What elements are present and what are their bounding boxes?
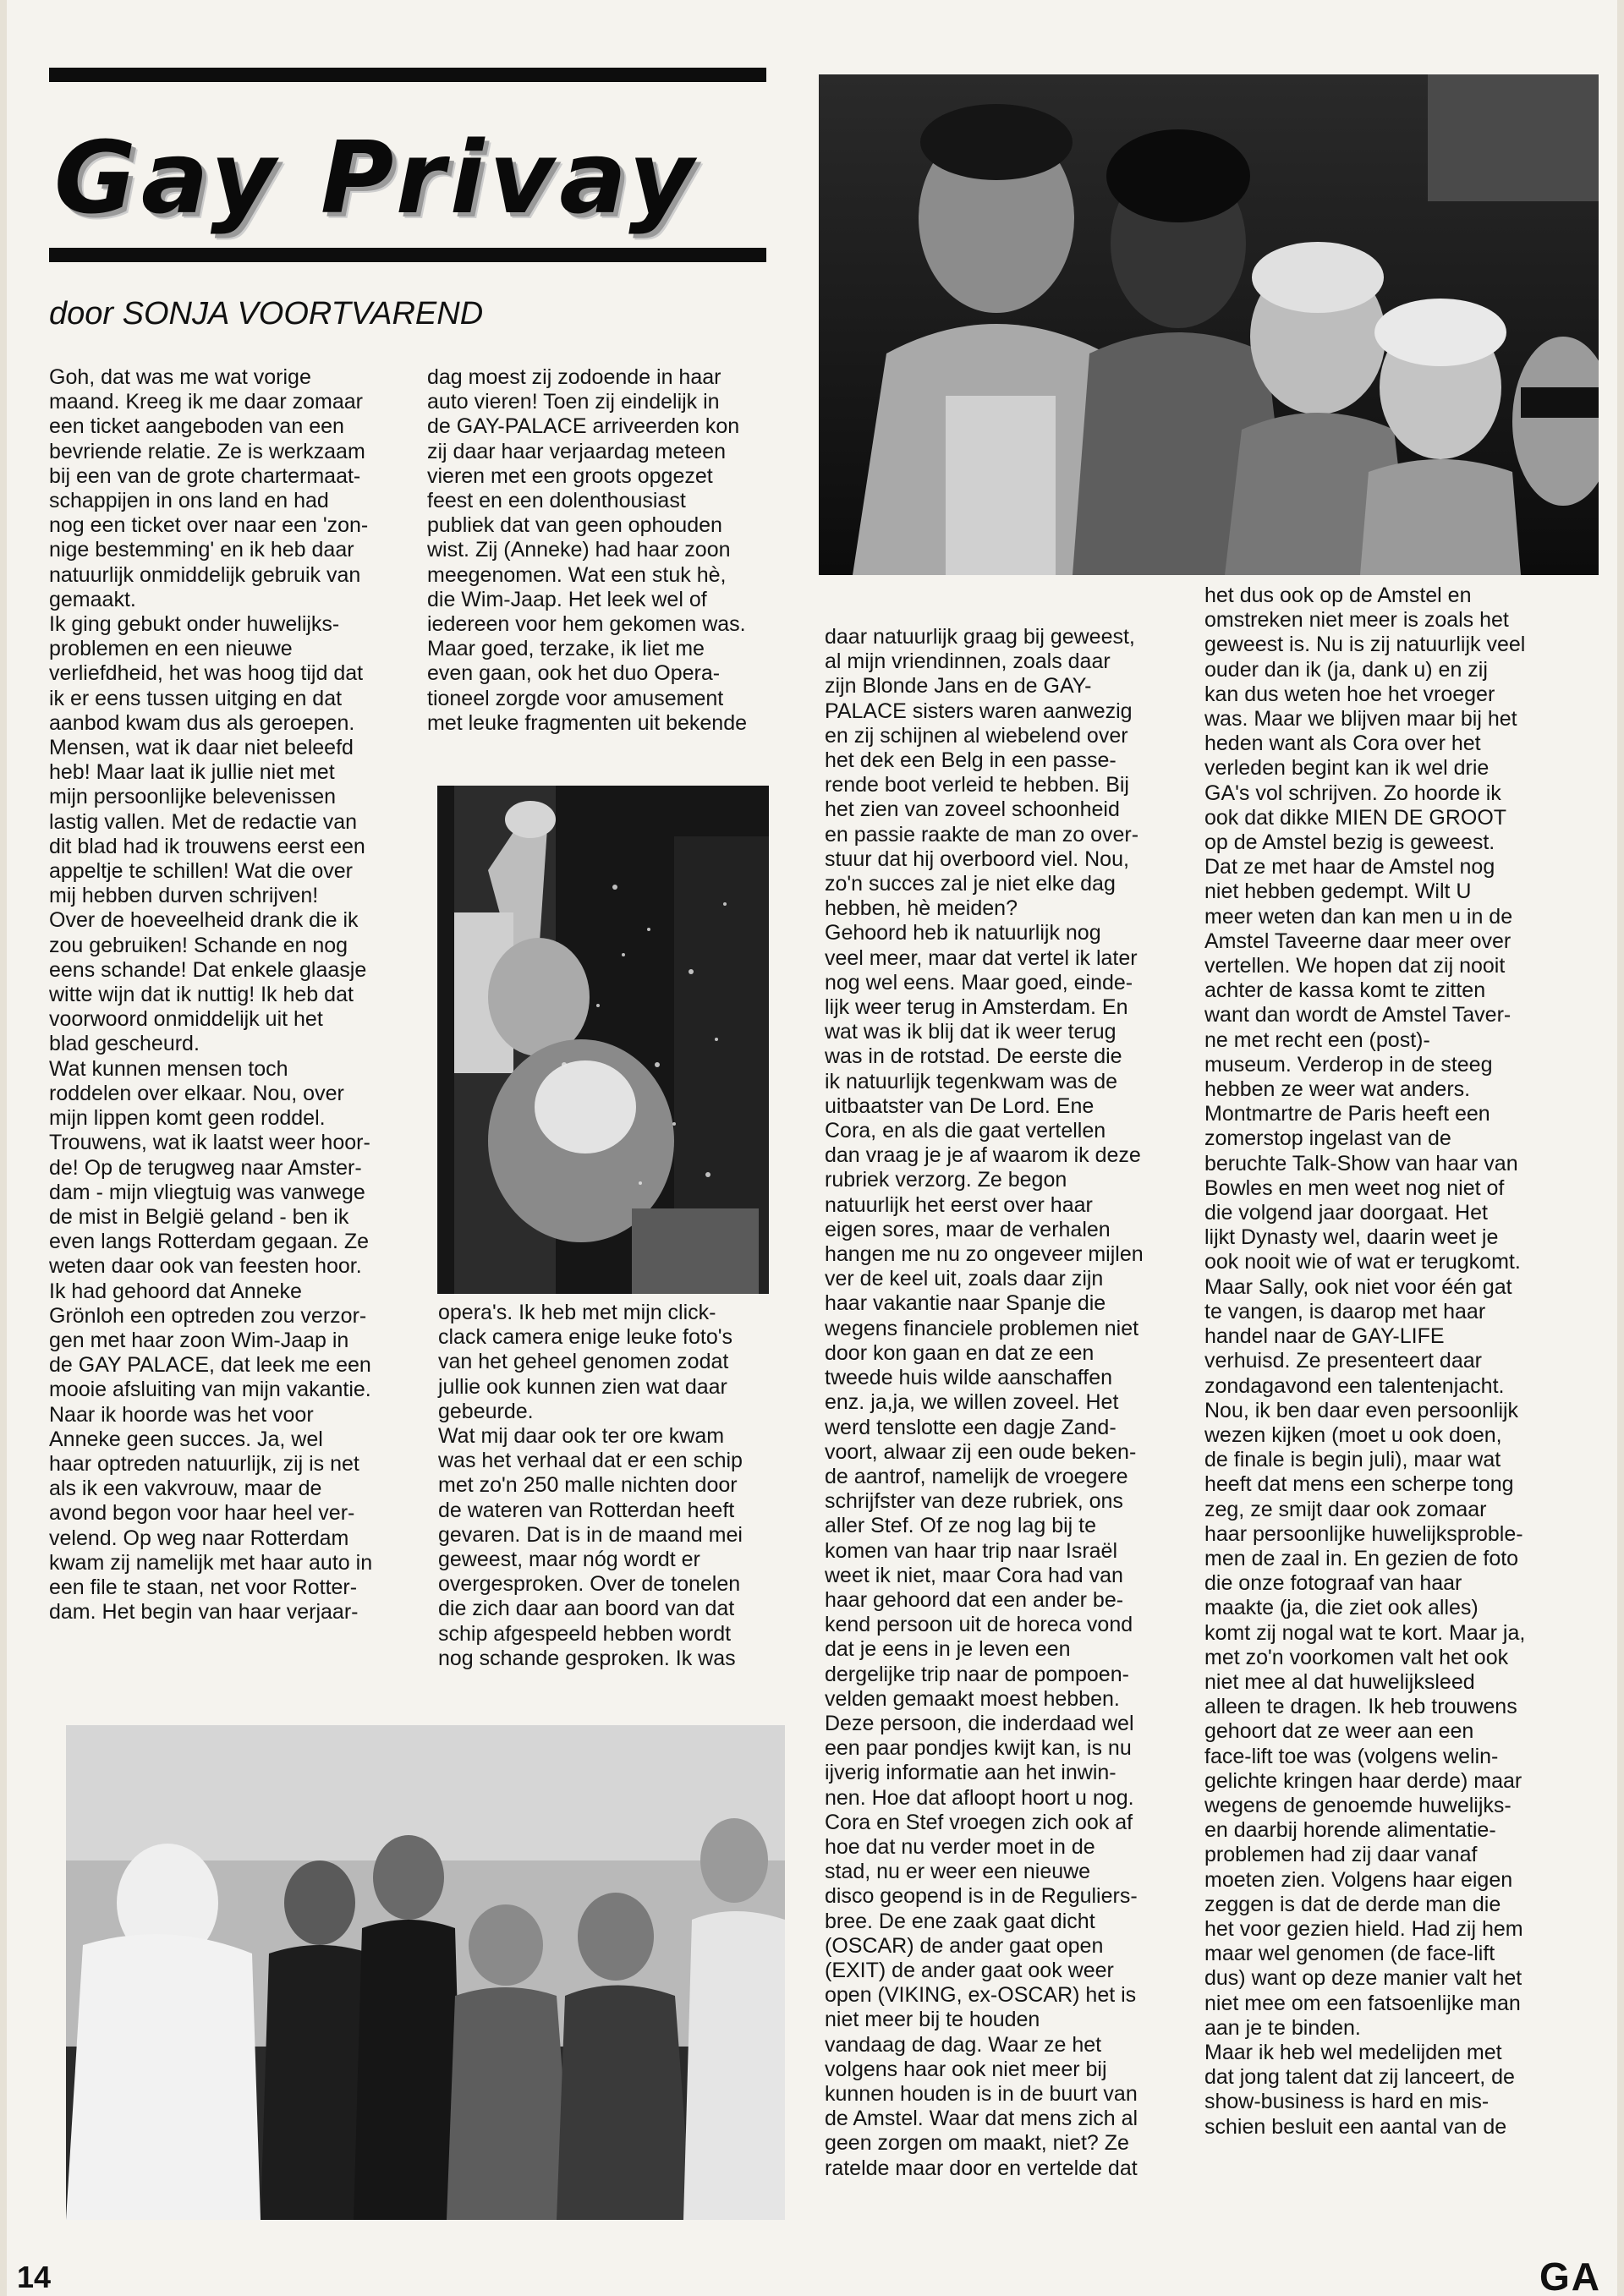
- champagne-spray-photo: [437, 786, 769, 1294]
- article-column-3: [825, 625, 1197, 2181]
- column-1-text: Goh, dat was me wat vorige maand. Kreeg ik me daar zomaar een ticket aangeboden van een bevriende relatie. Ze is werkzaam bij een van de grote chartermaat- schappijen in ons land en had nog een ticket over naar een 'zon- nige bestemming' en ik heb daar natuurlijk onmiddelijk gebruik van gemaakt. Ik ging gebukt onder huwelijks- problemen en een nieuwe verliefdheid, het was hoog tijd dat ik er eens tussen uitging en dat aanbod kwam dus als geroepen. Mensen, wat ik daar niet beleefd heb! Maar laat ik jullie niet met mijn persoonlijke belevenissen lastig vallen. Met de redactie van dit blad had ik trouwens eerst een appeltje te schillen! Wat die over mij hebben durven schrijven! Over de hoeveelheid drank die ik zou gebruiken! Schande en nog eens schande! Dat enkele glaasje witte wijn dat ik nuttig! Ik heb dat voorwoord onmiddelijk uit het blad gescheurd. Wat kunnen mensen toch roddelen over elkaar. Nou, over mijn lippen komt geen roddel. Trouwens, wat ik laatst weer hoor- de! Op de terugweg naar Amster- dam - mijn vliegtuig was vanwege de mist in België geland - ben ik even langs Rotterdam gegaan. Ze weten daar ook van feesten hoor. Ik had gehoord dat Anneke Grönloh een optreden zou verzor- gen met haar zoon Wim-Jaap in de GAY PALACE, dat leek me een mooie afsluiting van mijn vakantie. Naar ik hoorde was het voor Anneke geen succes. Ja, wel haar optreden natuurlijk, zij is net als ik een vakvrouw, maar de avond begon voor haar heel ver- velend. Op weg naar Rotterdam kwam zij namelijk met haar auto in een file te staan, net voor Rotter- dam. Het begin van haar verjaar-: [49, 365, 373, 1625]
- column-3-text: daar natuurlijk graag bij geweest, al mijn vriendinnen, zoals daar zijn Blonde Jans en de GAY- PALACE sisters waren aanwezig en zij schijnen al wiebelend over het dek een Belg in een passe- rende boot verleid te hebben. Bij het zien van zoveel schoonheid en passie raakte de man zo over- stuur dat hij overboord viel. Nou, zo'n succes zal je niet elke dag hebben, hè meiden? Gehoord heb ik natuurlijk nog veel meer, maar dat vertel ik later nog wel eens. Maar goed, einde- lijk weer terug in Amsterdam. En wat was ik blij dat ik weer terug was in de rotstad. De eerste die ik natuurlijk tegenkwam was de uitbaatster van De Lord. Ene Cora, en als die gaat vertellen dan vraag je je af waarom ik deze rubriek verzorg. Ze begon natuurlijk het eerst over haar eigen sores, maar de verhalen hangen me nu zo ongeveer mijlen ver de keel uit, zoals daar zijn haar vakantie naar Spanje die wegens financiele problemen niet door kon gaan en dat ze een tweede huis wilde aanschaffen enz. ja,ja, we willen zoveel. Het werd tenslotte een dagje Zand- voort, alwaar zij een oude beken- de aantrof, namelijk de vroegere schrijfster van deze rubriek, ons aller Stef. Of ze nog lag bij te komen van haar trip naar Israël weet ik niet, maar Cora had van haar gehoord dat een ander be- kend persoon uit de horeca vond dat je eens in je leven een dergelijke trip naar de pompoen- velden gemaakt moest hebben. Deze persoon, die inderdaad wel een paar pondjes kwijt kan, is nu ijverig informatie aan het inwin- nen. Hoe dat afloopt hoort u nog. Cora en Stef vroegen zich ook af hoe dat nu verder moet in de stad, nu er weer een nieuwe disco geopend is in de Reguliers- bree. De ene zaak gaat dicht (OSCAR) de ander gaat open (EXIT) de ander gaat ook weer open (VIKING, ex-OSCAR) het is niet meer bij te houden vandaag de dag. Waar ze het volgens haar ook niet meer bij kunnen houden is in de buurt van de Amstel. Waar dat mens zich al geen zorgen om maakt, niet? Ze ratelde maar door en vertelde dat: [825, 625, 1144, 2180]
- column-4-text: het dus ook op de Amstel en omstreken niet meer is zoals het geweest is. Nu is zij natuurlijk veel ouder dan ik (ja, dank u) en zij kan dus weten hoe het vroeger was. Maar we blijven maar bij het heden want als Cora over het verleden begint kan ik wel drie GA's vol schrijven. Zo hoorde ik ook dat dikke MIEN DE GROOT op de Amstel bezig is geweest. Dat ze met haar de Amstel nog niet hebben gedempt. Wilt U meer weten dan kan men u in de Amstel Taveerne daar meer over vertellen. We hopen dat zij nooit achter de kassa komt te zitten want dan wordt de Amstel Taver- ne met recht een (post)- museum. Verderop in de steeg hebben ze weer wat anders. Montmartre de Paris heeft een zomerstop ingelast van de beruchte Talk-Show van haar van Bowles en men weet nog niet of die volgend jaar doorgaat. Het lijkt Dynasty wel, daarin weet je ook nooit wie of wat er terugkomt. Maar Sally, ook niet voor één gat te vangen, is daarop met haar handel naar de GAY-LIFE verhuisd. Ze presenteert daar zondagavond een talentenjacht. Nou, ik ben daar even persoonlijk wezen kijken (moet u ook doen, de finale is begin juli), maar wat heeft dat mens een scherpe tong zeg, ze smijt daar ook zomaar haar persoonlijke huwelijksproble- men de zaal in. En gezien de foto die onze fotograaf van haar maakte (ja, die ziet ook alles) komt zij nogal wat te kort. Maar ja, met zo'n voorkomen valt het ook niet mee al dat huwelijksleed alleen te dragen. Ik heb trouwens gehoort dat ze weer aan een face-lift toe was (volgens welin- gelichte kringen haar derde) maar wegens de genoemde huwelijks- en daarbij horende alimentatie- problemen had zij daar vanaf moeten zien. Volgens haar eigen zeggen is dat de derde man die het voor gezien hield. Had zij hem maar wel genomen (de face-lift dus) want op deze manier valt het niet mee om een fatsoenlijke man aan je te binden. Maar ik heb wel medelijden met dat jong talent dat zij lanceert, de show-business is hard en mis- schien besluit een aantal van de: [1204, 584, 1526, 2139]
- title-rule-top: [49, 68, 766, 82]
- article-title: Gay Privay: [54, 119, 700, 236]
- group-portrait-photo: [819, 74, 1599, 575]
- column-2-bottom-text: opera's. Ik heb met mijn click- clack camera enige leuke foto's van het geheel genomen zodat jullie ook kunnen zien wat daar gebeurde. Wat mij daar ook ter ore kwam was het verhaal dat er een schip met zo'n 250 malle nichten door de wateren van Rotterdan heeft gevaren. Dat is in de maand mei geweest, maar nóg wordt er overgesproken. Over de tonelen die zich daar aan boord van dat schip afgespeeld hebben wordt nog schande gesproken. Ik was: [438, 1301, 743, 1670]
- page-edge-right: [1617, 0, 1624, 2296]
- page-number: 14: [17, 2260, 52, 2294]
- party-group-photo: [66, 1725, 785, 2220]
- title-rule-bottom: [49, 248, 766, 262]
- article-column-1: [49, 365, 421, 1625]
- magazine-masthead: GA: [1539, 2255, 1601, 2296]
- page-edge-left: [0, 0, 7, 2296]
- column-2-top-text: dag moest zij zodoende in haar auto vieren! Toen zij eindelijk in de GAY-PALACE arriveerden kon zij daar haar verjaardag meteen vieren met een groots opgezet feest en een dolenthousiast publiek dat van geen ophouden wist. Zij (Anneke) had haar zoon meegenomen. Wat een stuk hè, die Wim-Jaap. Het leek wel of iedereen voor hem gekomen was. Maar goed, terzake, ik liet me even gaan, ook het duo Opera- tioneel zorgde voor amusement met leuke fragmenten uit bekende: [427, 365, 748, 735]
- article-column-2-top: [427, 365, 774, 736]
- article-column-4: [1204, 584, 1602, 2140]
- article-byline: door SONJA VOORTVAREND: [49, 296, 484, 332]
- article-column-2-bottom: [438, 1301, 776, 1671]
